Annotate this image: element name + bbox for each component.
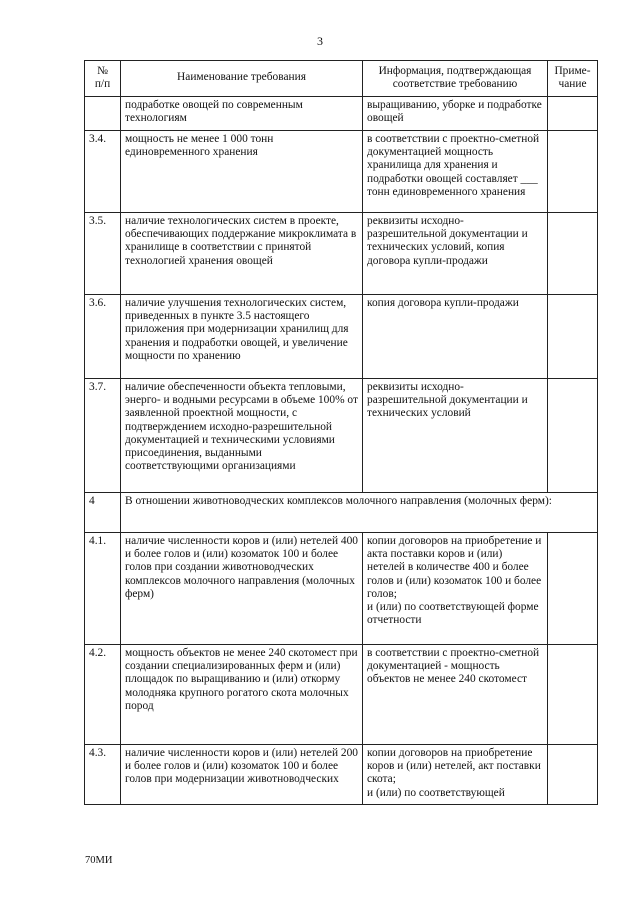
requirement-name: наличие технологических систем в проекте, обеспечивающих поддержание микроклимата в хранилище в соответствии с принятой технологией хранения овощей <box>121 213 363 295</box>
confirming-info: копии договоров на приобретение коров и (или) нетелей, акт поставки скота; и (или) по соответствующей <box>363 745 548 805</box>
requirement-name: наличие численности коров и (или) нетелей 400 и более голов и (или) козоматок 100 и более голов при создании животноводческих комплексов молочного направления (молочных ферм) <box>121 533 363 645</box>
confirming-info: реквизиты исходно-разрешительной документации и технических условий, копия договора купли-продажи <box>363 213 548 295</box>
row-number: 3.7. <box>85 379 121 493</box>
header-name <box>121 61 363 97</box>
header-num <box>85 61 121 97</box>
requirement-name: наличие обеспеченности объекта тепловыми, энерго- и водными ресурсами в объеме 100% от заявленной проектной мощности, с подтверждением исходно-разрешительной документацией и техническими условиями присоединения, выданными соответствующими организациями <box>121 379 363 493</box>
note-cell <box>548 533 598 645</box>
note-cell <box>548 295 598 379</box>
note-cell <box>548 131 598 213</box>
confirming-info: реквизиты исходно-разрешительной документации и технических условий <box>363 379 548 493</box>
row-number <box>85 97 121 131</box>
confirming-info: копия договора купли-продажи <box>363 295 548 379</box>
requirement-name: наличие улучшения технологических систем, приведенных в пункте 3.5 настоящего приложения при модернизации хранилищ для хранения и подработки овощей, и увеличение мощности по хранению <box>121 295 363 379</box>
requirement-name: наличие численности коров и (или) нетелей 200 и более голов и (или) козоматок 100 и более голов при модернизации животноводческих <box>121 745 363 805</box>
table-row <box>85 131 598 213</box>
note-cell <box>548 745 598 805</box>
page-number: 3 <box>317 34 323 48</box>
note-cell <box>548 213 598 295</box>
requirement-name: мощность не менее 1 000 тонн единовременного хранения <box>121 131 363 213</box>
note-cell <box>548 645 598 745</box>
table-header-row <box>85 61 598 97</box>
table-row <box>85 645 598 745</box>
confirming-info: в соответствии с проектно-сметной документацией мощность хранилища для хранения и подработки овощей составляет ___ тонн единовременного хранения <box>363 131 548 213</box>
row-number: 3.5. <box>85 213 121 295</box>
table-row <box>85 295 598 379</box>
row-number: 4.3. <box>85 745 121 805</box>
table-row <box>85 97 598 131</box>
footer-code: 70МИ <box>85 855 113 866</box>
table-row <box>85 533 598 645</box>
section-title: В отношении животноводческих комплексов молочного направления (молочных ферм): <box>121 493 598 533</box>
confirming-info: копии договоров на приобретение и акта поставки коров и (или) нетелей в количестве 400 и более голов и (или) козоматок 100 и более голов; и (или) по соответствующей форме отчетности <box>363 533 548 645</box>
confirming-info: выращиванию, уборке и подработке овощей <box>363 97 548 131</box>
header-num-text: № п/п <box>94 64 111 90</box>
note-cell <box>548 97 598 131</box>
requirement-name: мощность объектов не менее 240 скотомест при создании специализированных ферм и (или) площадок по выращиванию и (или) откорму молодняка крупного рогатого скота молочных пород <box>121 645 363 745</box>
header-note <box>548 61 598 97</box>
header-name-text: Наименование требования <box>177 71 306 84</box>
row-number: 3.4. <box>85 131 121 213</box>
note-cell <box>548 379 598 493</box>
confirming-info: в соответствии с проектно-сметной документацией - мощность объектов не менее 240 скотомест <box>363 645 548 745</box>
header-info-text: Информация, подтверждающая соответствие требованию <box>378 64 532 90</box>
row-number: 4.1. <box>85 533 121 645</box>
row-number: 3.6. <box>85 295 121 379</box>
table-row <box>85 379 598 493</box>
section-row <box>85 493 598 533</box>
header-info <box>363 61 548 97</box>
header-note-text: Приме- чание <box>554 64 591 90</box>
requirements-table <box>84 60 598 805</box>
row-number: 4 <box>85 493 121 533</box>
row-number: 4.2. <box>85 645 121 745</box>
table-row <box>85 213 598 295</box>
table-row <box>85 745 598 805</box>
requirement-name: подработке овощей по современным технологиям <box>121 97 363 131</box>
